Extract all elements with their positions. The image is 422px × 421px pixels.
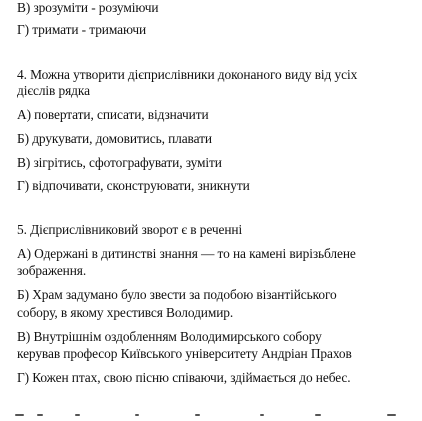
q4-option-g: Г) відпочивати, сконструювати, зникнути: [17, 178, 250, 193]
q5-option-b-line-2: собору, в якому хрестився Володимир.: [17, 305, 234, 320]
q3-option-g: Г) тримати - тримаючи: [17, 22, 147, 37]
q5-option-a-line-1: А) Одержані в дитинстві знання — то на камені вирізьблене: [17, 246, 356, 261]
q5-option-v-line-2: керував професор Київського університету Андріан Прахов: [17, 346, 352, 361]
cropped-next-line: [15, 414, 400, 417]
q5-option-v-line-1: В) Внутрішнім оздобленням Володимирського собору: [17, 329, 322, 344]
q5-option-g: Г) Кожен птах, свою пісню співаючи, здіймається до небес.: [17, 370, 351, 385]
q5-question: 5. Дієприслівниковий зворот є в реченні: [17, 222, 243, 237]
q4-option-b: Б) друкувати, домовитись, плавати: [17, 131, 212, 146]
q4-option-v: В) зігрітись, сфотографувати, зуміти: [17, 155, 222, 170]
q3-option-v: В) зрозуміти - розуміючи: [17, 0, 159, 15]
q4-question-line-1: 4. Можна утворити дієприслівники доконаного виду від усіх: [17, 67, 358, 82]
q5-option-a-line-2: зображення.: [17, 263, 87, 278]
q4-question-line-2: дієслів рядка: [17, 83, 90, 98]
q5-option-b-line-1: Б) Храм задумано було звести за подобою візантійського: [17, 287, 337, 302]
q4-option-a: А) повертати, списати, відзначити: [17, 107, 209, 122]
